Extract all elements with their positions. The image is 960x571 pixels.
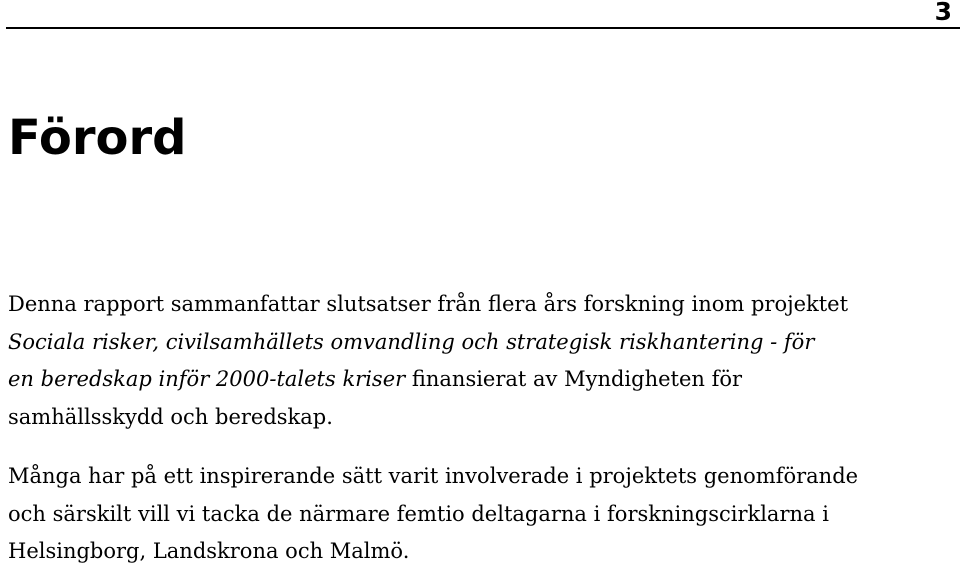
paragraph-intro-line-1: Denna rapport sammanfattar slutsatser från flera års forskning inom projektet — [8, 292, 849, 316]
project-title-line-2: en beredskap inför 2000-talets kriser — [8, 367, 406, 391]
paragraph-thanks-line-2: och särskilt vill vi tacka de närmare femtio deltagarna i forskningscirklarna i — [8, 501, 829, 526]
paragraph-intro-line-3 — [8, 361, 953, 399]
funding-text: finansierat av Myndigheten för — [405, 367, 743, 391]
paragraph-thanks-line-3: Helsingborg, Landskrona och Malmö. — [8, 539, 410, 563]
page-title: Förord — [8, 110, 187, 166]
paragraph-intro — [8, 286, 953, 436]
paragraph-intro-line-4: samhällsskydd och beredskap. — [8, 404, 333, 429]
page-number: 3 — [934, 0, 952, 26]
header-divider — [6, 27, 960, 29]
paragraph-thanks-line-1: Många har på ett inspirerande sätt varit involverade i projektets genomförande — [8, 464, 859, 488]
paragraph-thanks — [8, 458, 953, 571]
project-title-line-1: Sociala risker, civilsamhällets omvandling och strategisk riskhantering - för — [8, 329, 815, 354]
